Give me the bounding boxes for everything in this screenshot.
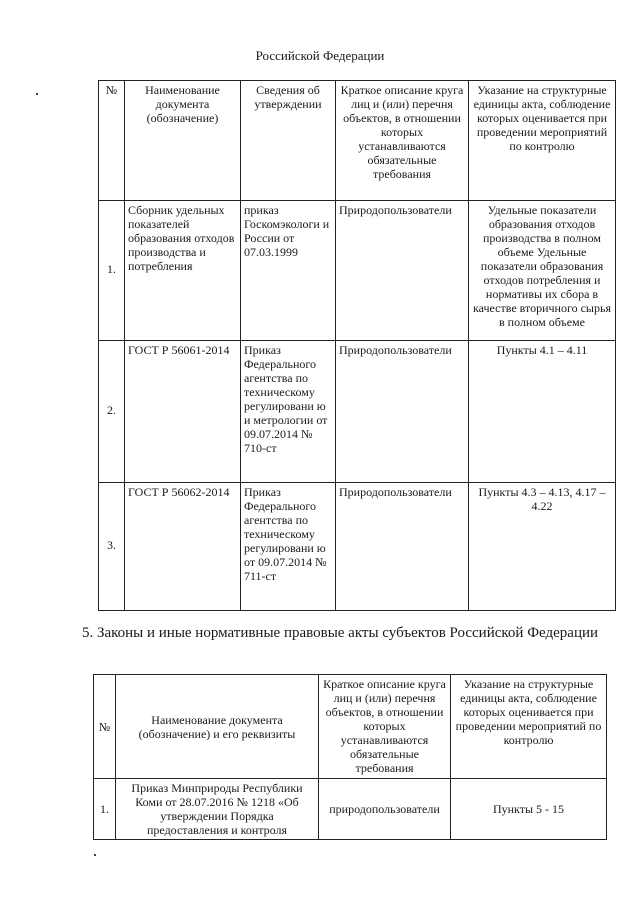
row-num: 1. xyxy=(99,201,125,341)
column-header-description: Краткое описание круга лиц и (или) перечня объектов, в отношении которых устанавливаются обязательные требования xyxy=(319,675,451,779)
row-name: ГОСТ Р 56062-2014 xyxy=(125,483,241,611)
row-units: Пункты 4.3 – 4.13, 4.17 – 4.22 xyxy=(469,483,616,611)
regional-acts-table xyxy=(93,674,607,840)
column-header-num: № xyxy=(94,675,116,779)
column-header-units: Указание на структурные единицы акта, соблюдение которых оценивается при проведении мероприятий по контролю xyxy=(451,675,607,779)
column-header-name: Наименование документа (обозначение) и его реквизиты xyxy=(116,675,319,779)
row-num: 2. xyxy=(99,341,125,483)
column-header-approval: Сведения об утверждении xyxy=(241,81,336,201)
row-name: Сборник удельных показателей образования отходов производства и потребления xyxy=(125,201,241,341)
row-name: ГОСТ Р 56061-2014 xyxy=(125,341,241,483)
requirements-table xyxy=(98,80,616,611)
row-description: Природопользователи xyxy=(336,201,469,341)
row-num: 3. xyxy=(99,483,125,611)
row-description: Природопользователи xyxy=(336,341,469,483)
table-header-row xyxy=(94,675,607,779)
row-units: Пункты 4.1 – 4.11 xyxy=(469,341,616,483)
table-row xyxy=(99,341,616,483)
column-header-description: Краткое описание круга лиц и (или) перечня объектов, в отношении которых устанавливаются обязательные требования xyxy=(336,81,469,201)
row-approval: Приказ Федерального агентства по техническому регулировани ю от 09.07.2014 № 711-ст xyxy=(241,483,336,611)
row-description: Природопользователи xyxy=(336,483,469,611)
column-header-units: Указание на структурные единицы акта, соблюдение которых оценивается при проведении мероприятий по контролю xyxy=(469,81,616,201)
row-num: 1. xyxy=(94,779,116,840)
row-approval: Приказ Федерального агентства по техническому регулировани ю и метрологии от 09.07.2014 № 710-ст xyxy=(241,341,336,483)
row-description: природопользователи xyxy=(319,779,451,840)
row-units: Удельные показатели образования отходов производства в полном объеме Удельные показатели образования отходов потребления и нормативы их сбора в качестве вторичного сырья в полном объеме xyxy=(469,201,616,341)
column-header-name: Наименование документа (обозначение) xyxy=(125,81,241,201)
table-row xyxy=(99,201,616,341)
scan-speck xyxy=(94,854,96,856)
row-units: Пункты 5 - 15 xyxy=(451,779,607,840)
section-title: 5. Законы и иные нормативные правовые акты субъектов Российской Федерации xyxy=(81,625,599,641)
table-row xyxy=(94,779,607,840)
table-header-row xyxy=(99,81,616,201)
page-header: Российской Федерации xyxy=(255,48,385,63)
column-header-num: № xyxy=(99,81,125,201)
table-row xyxy=(99,483,616,611)
scan-speck xyxy=(36,93,38,95)
row-name: Приказ Минприроды Республики Коми от 28.07.2016 № 1218 «Об утверждении Порядка предоставления и контроля xyxy=(116,779,319,840)
row-approval: приказ Госкомэкологи и России от 07.03.1999 xyxy=(241,201,336,341)
